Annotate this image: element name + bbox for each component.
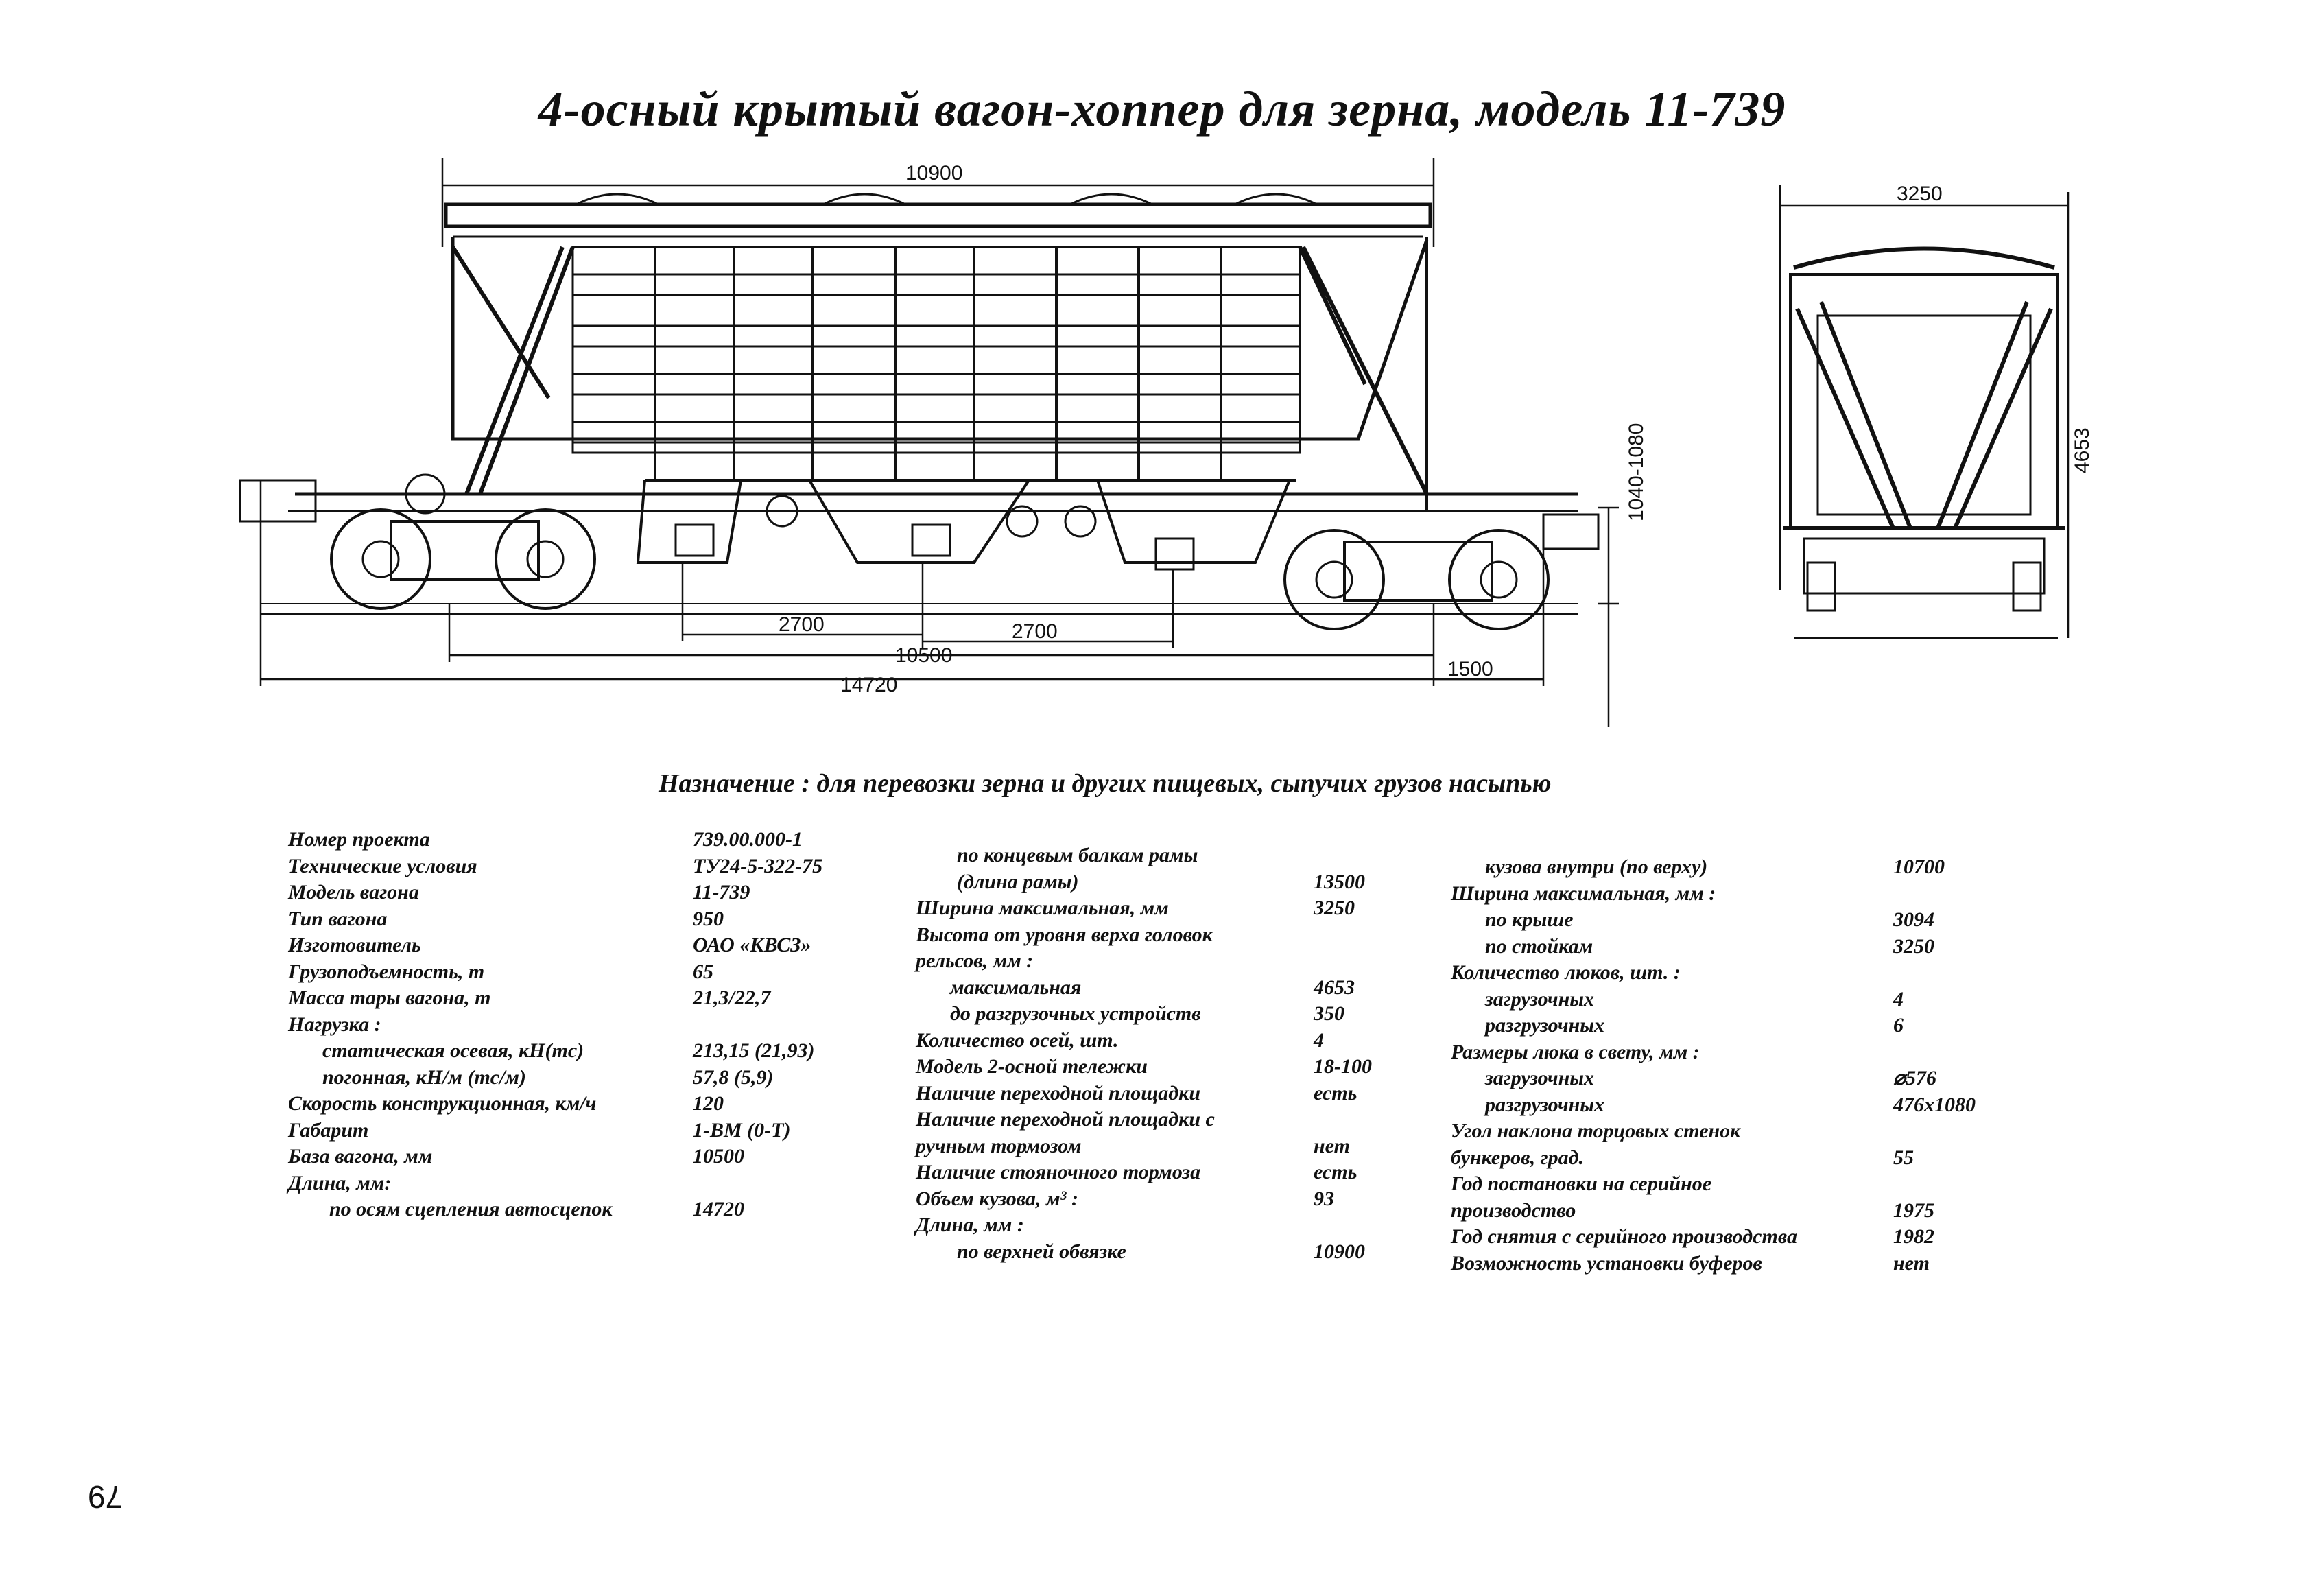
spec-label: Длина, мм : [916, 1214, 1024, 1236]
spec-value: 4653 [1314, 976, 1355, 999]
spec-label: Ширина максимальная, мм [916, 897, 1169, 919]
spec-label: Количество люков, шт. : [1451, 961, 1681, 984]
spec-row [916, 1080, 1451, 1107]
spec-label: Нагрузка : [288, 1013, 381, 1036]
spec-row [1451, 934, 2054, 960]
spec-row [288, 879, 905, 906]
spec-label: погонная, кН/м (тс/м) [322, 1065, 526, 1089]
spec-row [1451, 907, 2054, 934]
spec-row [288, 827, 905, 853]
spec-row [1451, 1224, 2054, 1251]
dim-coupler-length: 14720 [840, 674, 898, 696]
spec-row [916, 1212, 1451, 1239]
spec-value: 1-ВМ (0-Т) [693, 1118, 791, 1142]
spec-label: Грузоподъемность, т [288, 960, 485, 983]
dim-buffer: 1500 [1447, 658, 1493, 681]
spec-value: 55 [1893, 1146, 1914, 1169]
spec-label: Модель 2-осной тележки [916, 1055, 1148, 1078]
spec-value: 18-100 [1314, 1055, 1372, 1078]
spec-label: Наличие переходной площадки с [916, 1108, 1215, 1131]
spec-row [288, 853, 905, 880]
spec-label: (длина рамы) [957, 870, 1079, 893]
spec-row [916, 922, 1451, 949]
spec-row [916, 1028, 1451, 1054]
spec-label: Модель вагона [288, 881, 419, 903]
spec-label: Наличие переходной площадки [916, 1081, 1201, 1104]
spec-value: 10700 [1893, 855, 1945, 878]
spec-row [288, 1012, 905, 1039]
spec-row [1451, 1013, 2054, 1039]
spec-row [1451, 854, 2054, 881]
spec-row [1451, 1251, 2054, 1277]
spec-row [288, 1038, 905, 1065]
spec-label: Тип вагона [288, 907, 388, 930]
spec-row [916, 842, 1451, 869]
spec-label: Количество осей, шт. [916, 1028, 1119, 1052]
spec-row [288, 1091, 905, 1118]
spec-value: 350 [1314, 1002, 1344, 1025]
spec-row [916, 948, 1451, 975]
spec-label: по осям сцепления автосцепок [329, 1198, 613, 1220]
spec-label: Ширина максимальная, мм : [1451, 882, 1716, 905]
spec-value: 3250 [1893, 934, 1934, 958]
spec-value: 1982 [1893, 1225, 1934, 1248]
dim-body-length: 10900 [905, 162, 963, 185]
spec-row [1451, 1198, 2054, 1225]
spec-row [916, 1186, 1451, 1213]
spec-row [288, 985, 905, 1012]
spec-row [1451, 1145, 2054, 1172]
spec-label: загрузочных [1485, 1067, 1595, 1089]
spec-label: рельсов, мм : [916, 949, 1034, 972]
spec-value: 14720 [693, 1198, 744, 1220]
spec-value: 65 [693, 960, 713, 983]
spec-label: Год снятия с серийного производства [1451, 1225, 1798, 1248]
page-title: 4-осный крытый вагон-хоппер для зерна, модель 11-739 [538, 82, 1786, 137]
spec-row [1451, 960, 2054, 986]
spec-label: Номер проекта [288, 828, 430, 851]
spec-label: по концевым балкам рамы [957, 844, 1198, 866]
spec-row [916, 1239, 1451, 1266]
spec-label: Возможность установки буферов [1451, 1251, 1762, 1275]
spec-label: кузова внутри (по верху) [1485, 855, 1708, 878]
purpose-text: Назначение : для перевозки зерна и других пищевых, сыпучих грузов насыпью [659, 769, 1552, 798]
dim-floor-height: 1040-1080 [1625, 423, 1648, 521]
spec-value: 11-739 [693, 881, 750, 903]
spec-row [1451, 986, 2054, 1013]
spec-label: до разгрузочных устройств [950, 1002, 1201, 1025]
dim-height: 4653 [2071, 427, 2094, 473]
spec-value: 120 [693, 1092, 724, 1115]
spec-row [288, 959, 905, 986]
spec-label: загрузочных [1485, 987, 1595, 1011]
spec-row [1451, 1065, 2054, 1092]
spec-value: 3250 [1314, 897, 1355, 919]
spec-row [288, 932, 905, 959]
spec-label: по крыше [1485, 908, 1574, 931]
spec-label: статическая осевая, кН(тс) [322, 1039, 584, 1062]
spec-row [288, 1170, 905, 1197]
spec-value: 10900 [1314, 1240, 1365, 1263]
spec-label: по стойкам [1485, 934, 1593, 958]
spec-row [1451, 1118, 2054, 1145]
spec-row [916, 1159, 1451, 1186]
spec-label: максимальная [950, 976, 1082, 999]
spec-label: по верхней обвязке [957, 1240, 1126, 1263]
spec-value: ТУ24-5-322-75 [693, 854, 823, 877]
spec-value: есть [1314, 1081, 1357, 1104]
spec-value: 6 [1893, 1014, 1904, 1037]
spec-label: ручным тормозом [916, 1134, 1082, 1157]
spec-label: Скорость конструкционная, км/ч [288, 1092, 597, 1115]
spec-label: Высота от уровня верха головок [916, 923, 1213, 946]
spec-row [288, 906, 905, 933]
spec-value: ⌀576 [1893, 1067, 1937, 1089]
spec-row [288, 1118, 905, 1144]
dim-base: 10500 [895, 644, 953, 667]
spec-label: Габарит [288, 1118, 369, 1142]
spec-row [288, 1065, 905, 1091]
wagon-drawing [0, 0, 2324, 755]
spec-value: 3094 [1893, 908, 1934, 931]
spec-label: Размеры люка в свету, мм : [1451, 1040, 1700, 1063]
spec-label: Год постановки на серийное [1451, 1172, 1712, 1195]
spec-label: разгрузочных [1485, 1093, 1605, 1116]
spec-label: производство [1451, 1198, 1576, 1222]
spec-row [916, 1001, 1451, 1028]
spec-row [916, 895, 1451, 922]
page-number: 79 [88, 1479, 123, 1515]
spec-row [916, 1054, 1451, 1080]
dim-hatch-spacing-right: 2700 [1012, 620, 1058, 643]
spec-row [916, 1107, 1451, 1133]
specs-column-2 [916, 842, 1451, 1265]
spec-value: нет [1314, 1134, 1350, 1157]
spec-value: 213,15 (21,93) [693, 1039, 815, 1062]
spec-value: ОАО «КВСЗ» [693, 934, 811, 956]
specs-column-3 [1451, 854, 2054, 1277]
spec-row [288, 1144, 905, 1170]
specs-column-1 [288, 827, 905, 1223]
spec-label: Угол наклона торцовых стенок [1451, 1120, 1741, 1142]
spec-value: 13500 [1314, 870, 1365, 893]
spec-value: есть [1314, 1161, 1357, 1183]
spec-value: 10500 [693, 1145, 744, 1168]
spec-label: База вагона, мм [288, 1145, 433, 1168]
spec-row [1451, 1039, 2054, 1066]
spec-value: нет [1893, 1251, 1930, 1275]
spec-label: Изготовитель [288, 934, 421, 956]
spec-value: 57,8 (5,9) [693, 1065, 774, 1089]
spec-row [916, 975, 1451, 1002]
spec-value: 739.00.000-1 [693, 828, 803, 851]
spec-value: 4 [1314, 1028, 1324, 1052]
spec-value: 93 [1314, 1187, 1334, 1210]
spec-value: 21,3/22,7 [693, 986, 771, 1009]
spec-row [916, 869, 1451, 896]
spec-label: Длина, мм: [288, 1171, 392, 1194]
spec-value: 476x1080 [1893, 1093, 1976, 1116]
spec-row [288, 1196, 905, 1223]
spec-row [1451, 1092, 2054, 1119]
spec-label: Технические условия [288, 854, 477, 877]
spec-label: разгрузочных [1485, 1014, 1605, 1037]
dim-width: 3250 [1897, 182, 1943, 205]
spec-value: 1975 [1893, 1198, 1934, 1222]
spec-row [916, 1133, 1451, 1160]
spec-value: 4 [1893, 987, 1904, 1011]
dim-hatch-spacing-left: 2700 [779, 613, 825, 636]
spec-row [1451, 881, 2054, 908]
spec-label: Объем кузова, м³ : [916, 1187, 1078, 1210]
spec-label: бункеров, град. [1451, 1146, 1585, 1169]
spec-label: Масса тары вагона, т [288, 986, 491, 1009]
spec-row [1451, 1171, 2054, 1198]
spec-value: 950 [693, 907, 724, 930]
spec-label: Наличие стояночного тормоза [916, 1161, 1201, 1183]
